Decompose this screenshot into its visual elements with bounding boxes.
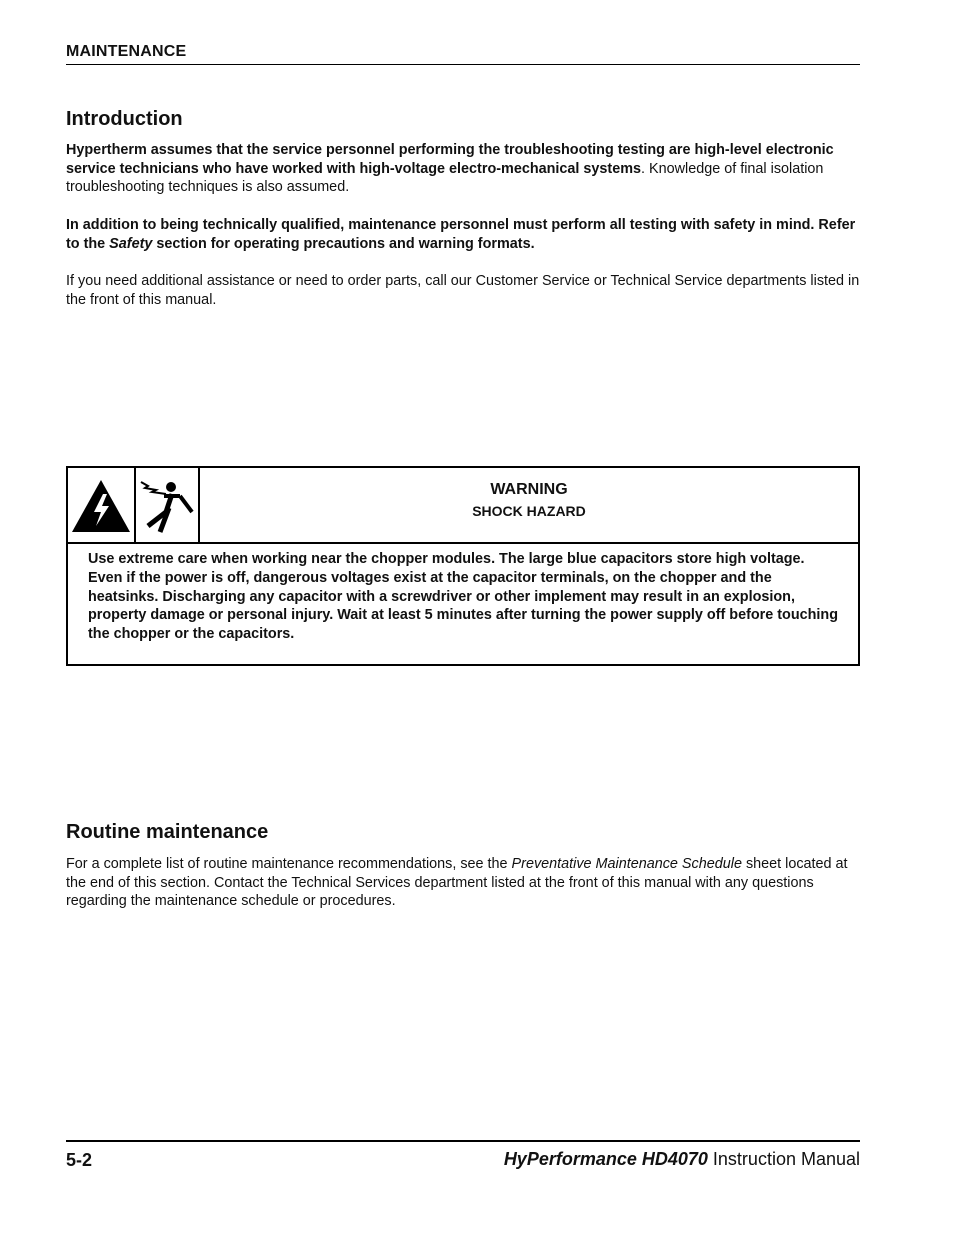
routine-paragraph-a: For a complete list of routine maintenance recommendations, see the [66, 856, 512, 872]
electrocution-person-icon [136, 468, 198, 542]
safety-reference: Safety [109, 235, 153, 252]
high-voltage-triangle-icon [68, 468, 134, 542]
intro-paragraph-3: If you need additional assistance or need to order parts, call our Customer Service or Technical Service departments listed in the front of this manual. [66, 273, 860, 308]
warning-title-area [200, 468, 858, 542]
shock-hazard-warning-box [66, 466, 860, 666]
warning-subtitle: SHOCK HAZARD [472, 503, 586, 519]
footer-manual-title [504, 1149, 860, 1170]
schedule-reference: Preventative Maintenance Schedule [511, 856, 742, 872]
footer-rule [66, 1140, 860, 1142]
intro-paragraph-1-rest: . Knowledge of final isolation troubleshooting techniques is also assumed. [66, 160, 824, 195]
running-header: MAINTENANCE [66, 43, 187, 60]
page-number: 5-2 [66, 1150, 93, 1170]
intro-paragraph-2 [66, 216, 860, 253]
warning-header-row [68, 468, 858, 544]
warning-body-text: Use extreme care when working near the chopper modules. The large blue capacitors store high voltage. Even if the power is off, dangerous voltages exist at the capacitor terminals, on the chopper and the heatsinks. Discharging any capacitor with a screwdriver or other implement may result in an explosion, property damage or personal injury. Wait at least 5 minutes after turning the power supply off before touching the chopper or the capacitors. [88, 551, 839, 643]
intro-paragraph-1 [66, 141, 860, 197]
footer-product-name: HyPerformance HD4070 [503, 1149, 708, 1169]
routine-maintenance-heading: Routine maintenance [66, 821, 269, 843]
intro-paragraph-1-bold: Hypertherm assumes that the service personnel performing the troubleshooting testing are high-level electronic service technicians who have worked with high-voltage electro-mechanical systems [66, 142, 834, 177]
warning-icon-cell-2 [136, 468, 200, 542]
header-rule [66, 64, 860, 65]
routine-paragraph-b: sheet located at the end of this section. Contact the Technical Services department listed at the front of this manual with any questions regarding the maintenance schedule or procedures. [66, 856, 848, 909]
warning-title: WARNING [490, 481, 568, 498]
introduction-heading: Introduction [66, 108, 183, 130]
intro-paragraph-2-a: In addition to being technically qualified, maintenance personnel must perform all testing with safety in mind. Refer to the [66, 217, 856, 252]
intro-paragraph-2-b: section for operating precautions and warning formats. [152, 235, 535, 252]
footer-manual-label: Instruction Manual [707, 1149, 860, 1169]
warning-icon-cell-1 [68, 468, 136, 542]
routine-paragraph [66, 855, 860, 911]
